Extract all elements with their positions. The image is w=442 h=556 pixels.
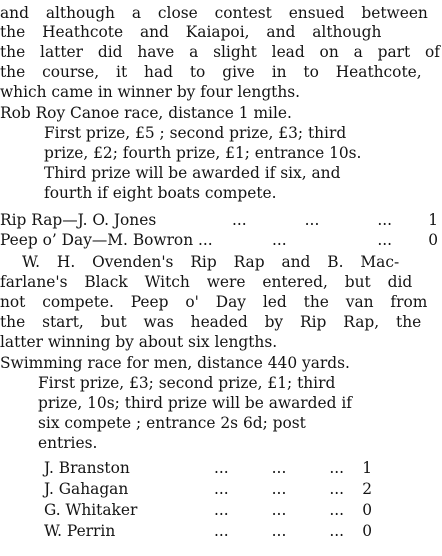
dots: ... xyxy=(329,501,344,519)
dot-leader xyxy=(232,210,392,230)
line-text: the latter did have a slight lead on a part of xyxy=(0,43,440,61)
line-text: prize, 10s; third prize will be awarded if xyxy=(38,394,352,412)
dots: ... xyxy=(377,211,392,229)
text-line xyxy=(0,183,442,203)
result-name: W. Perrin xyxy=(44,522,116,540)
line-text: prize, £2; fourth prize, £1; entrance 10s. xyxy=(44,144,362,162)
dots: ... xyxy=(214,480,229,498)
text-line xyxy=(0,332,442,352)
dot-leader xyxy=(214,500,344,520)
text-line xyxy=(0,272,442,292)
result-place: 1 xyxy=(362,459,372,477)
result-row xyxy=(0,210,442,230)
line-text: farlane's Black Witch were entered, but did xyxy=(0,273,413,291)
text-line xyxy=(0,252,442,272)
result-name: J. Branston xyxy=(44,459,130,477)
dots: ... xyxy=(271,522,287,540)
text-line xyxy=(0,42,442,62)
text-line xyxy=(0,22,442,42)
result-row xyxy=(0,479,442,499)
dots: ... xyxy=(377,231,392,249)
dots: ... xyxy=(304,211,320,229)
line-text: entries. xyxy=(38,434,98,452)
line-text: six compete ; entrance 2s 6d; post xyxy=(38,414,306,432)
line-text: which came in winner by four lengths. xyxy=(0,83,301,101)
text-line xyxy=(0,312,442,332)
dots: ... xyxy=(329,522,344,540)
text-line xyxy=(0,413,442,433)
dots: ... xyxy=(271,501,287,519)
line-text: and although a close contest ensued between xyxy=(0,4,428,22)
text-line xyxy=(0,393,442,413)
result-row xyxy=(0,521,442,541)
dots: ... xyxy=(271,459,287,477)
text-line xyxy=(0,292,442,312)
dot-leader xyxy=(272,230,392,250)
result-place: 0 xyxy=(362,501,372,519)
result-place: 0 xyxy=(362,522,372,540)
text-line xyxy=(0,103,442,123)
line-text: not compete. Peep o' Day led the van from xyxy=(0,293,428,311)
text-line xyxy=(0,143,442,163)
line-text: First prize, £3; second prize, £1; third xyxy=(38,374,336,392)
result-row xyxy=(0,500,442,520)
result-name: Peep o’ Day—M. Bowron ... xyxy=(0,231,213,249)
text-line xyxy=(0,3,442,23)
text-line xyxy=(0,62,442,82)
dot-leader xyxy=(214,458,344,478)
line-text: First prize, £5 ; second prize, £3; third xyxy=(44,124,347,142)
dots: ... xyxy=(272,231,287,249)
line-text: fourth if eight boats compete. xyxy=(44,184,277,202)
text-line xyxy=(0,163,442,183)
text-line xyxy=(0,353,442,373)
line-text: W. H. Ovenden's Rip Rap and B. Mac- xyxy=(22,253,400,271)
line-text: the start, but was headed by Rip Rap, the xyxy=(0,313,422,331)
dot-leader xyxy=(214,521,344,541)
result-name: G. Whitaker xyxy=(44,501,138,519)
result-name: Rip Rap—J. O. Jones xyxy=(0,211,157,229)
line-text: latter winning by about six lengths. xyxy=(0,333,278,351)
line-text: the Heathcote and Kaiapoi, and although xyxy=(0,23,382,41)
dots: ... xyxy=(329,480,344,498)
dots: ... xyxy=(329,459,344,477)
text-line xyxy=(0,123,442,143)
dots: ... xyxy=(271,480,287,498)
dots: ... xyxy=(232,211,247,229)
result-name: J. Gahagan xyxy=(44,480,129,498)
text-line xyxy=(0,373,442,393)
line-text: Swimming race for men, distance 440 yards. xyxy=(0,354,350,372)
line-text: the course, it had to give in to Heathcote, xyxy=(0,63,422,81)
dots: ... xyxy=(214,501,229,519)
result-row xyxy=(0,458,442,478)
dots: ... xyxy=(214,459,229,477)
result-place: 2 xyxy=(362,480,372,498)
line-text: Rob Roy Canoe race, distance 1 mile. xyxy=(0,104,292,122)
dots: ... xyxy=(214,522,229,540)
text-line xyxy=(0,82,442,102)
text-line xyxy=(0,433,442,453)
result-place: 0 xyxy=(428,231,438,249)
dot-leader xyxy=(214,479,344,499)
line-text: Third prize will be awarded if six, and xyxy=(44,164,341,182)
result-place: 1 xyxy=(428,211,438,229)
result-row xyxy=(0,230,442,250)
